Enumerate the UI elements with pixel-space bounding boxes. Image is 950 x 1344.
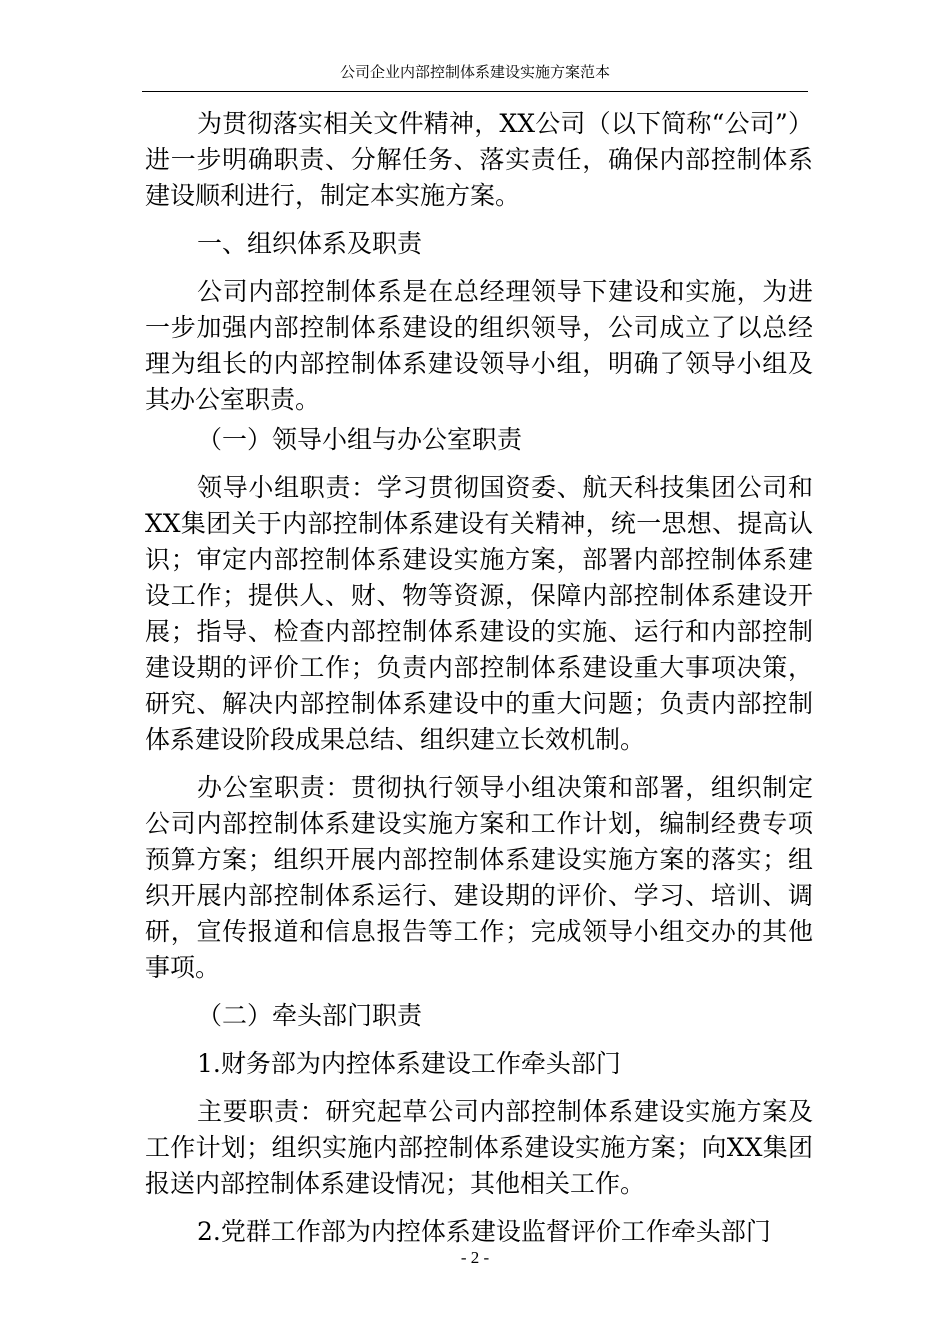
page-number: - 2 - (460, 1248, 490, 1267)
subsection-heading-lead-departments: （二）牵头部门职责 (197, 1001, 423, 1030)
section-heading-organization: 一、组织体系及职责 (197, 229, 423, 258)
organization-paragraph: 公司内部控制体系是在总经理领导下建设和实施，为进一步加强内部控制体系建设的组织领导，公司成立了以总经理为组长的内部控制体系建设领导小组，明确了领导小组及其办公室职责。 (145, 277, 813, 414)
document-body (145, 106, 813, 1250)
finance-dept-duties-paragraph: 主要职责：研究起草公司内部控制体系建设实施方案及工作计划；组织实施内部控制体系建设实施方案；向XX集团报送内部控制体系建设情况；其他相关工作。 (145, 1097, 813, 1198)
header-rule (142, 91, 808, 92)
leadership-duties-paragraph: 领导小组职责：学习贯彻国资委、航天科技集团公司和XX集团关于内部控制体系建设有关精神，统一思想、提高认识；审定内部控制体系建设实施方案，部署内部控制体系建设工作；提供人、财、物等资源，保障内部控制体系建设开展；指导、检查内部控制体系建设的实施、运行和内部控制建设期的评价工作；负责内部控制体系建设重大事项决策，研究、解决内部控制体系建设中的重大问题；负责内部控制体系建设阶段成果总结、组织建立长效机制。 (145, 473, 813, 754)
office-duties-paragraph: 办公室职责：贯彻执行领导小组决策和部署，组织制定公司内部控制体系建设实施方案和工作计划，编制经费专项预算方案；组织开展内部控制体系建设实施方案的落实；组织开展内部控制体系运行、建设期的评价、学习、培训、调研，宣传报道和信息报告等工作；完成领导小组交办的其他事项。 (145, 773, 813, 982)
page-header-title: 公司企业内部控制体系建设实施方案范本 (339, 63, 610, 81)
subsection-heading-leadership: （一）领导小组与办公室职责 (197, 425, 523, 454)
finance-dept-heading: 1.财务部为内控体系建设工作牵头部门 (197, 1049, 621, 1078)
intro-paragraph: 为贯彻落实相关文件精神，XX公司（以下简称“公司”）进一步明确职责、分解任务、落实责任，确保内部控制体系建设顺利进行，制定本实施方案。 (145, 109, 813, 210)
party-dept-heading: 2.党群工作部为内控体系建设监督评价工作牵头部门 (197, 1217, 771, 1246)
